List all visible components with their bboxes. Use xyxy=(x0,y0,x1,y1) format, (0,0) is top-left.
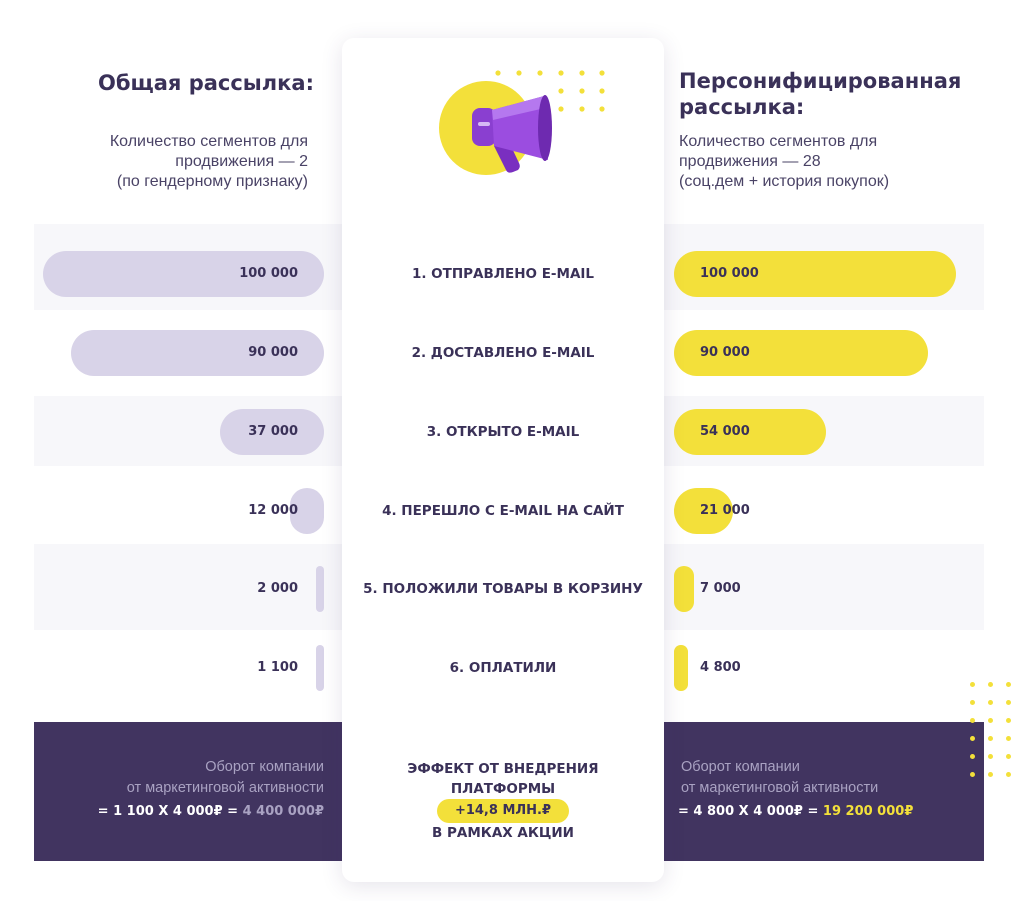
right-header-panel xyxy=(664,38,984,224)
right-bar-value: 90 000 xyxy=(700,345,750,360)
left-header-panel xyxy=(34,38,342,224)
right-formula-result: 19 200 000₽ xyxy=(822,804,914,819)
left-bar-value: 37 000 xyxy=(248,424,298,439)
right-bar-value: 54 000 xyxy=(700,424,750,439)
right-title-line: Персонифицированная xyxy=(679,69,962,93)
right-bar-value: 21 000 xyxy=(700,503,750,518)
right-footer-line: Оборот компании xyxy=(681,759,800,775)
left-bar xyxy=(316,566,324,612)
left-footer-formula xyxy=(34,804,324,819)
stage-label: 2. ДОСТАВЛЕНО E-MAIL xyxy=(411,345,595,361)
right-subtitle-line: Количество сегментов для xyxy=(679,133,878,150)
left-footer-line: от маркетинговой активности xyxy=(126,780,324,796)
right-footer-formula xyxy=(678,804,913,819)
left-footer-line: Оборот компании xyxy=(205,759,324,775)
right-formula-prefix: = 4 800 Х 4 000₽ = xyxy=(678,804,823,819)
right-bar xyxy=(674,566,694,612)
right-bar xyxy=(674,409,826,455)
right-bar-value: 7 000 xyxy=(700,581,741,596)
stage-label: 1. ОТПРАВЛЕНО E-MAIL xyxy=(411,266,595,282)
stage-label: 5. ПОЛОЖИЛИ ТОВАРЫ В КОРЗИНУ xyxy=(363,581,643,597)
left-title: Общая рассылка: xyxy=(98,71,314,95)
megaphone-icon xyxy=(436,66,612,180)
right-subtitle-line: (соц.дем + история покупок) xyxy=(679,173,890,190)
effect-bottom-line: В РАМКАХ АКЦИИ xyxy=(432,825,574,841)
left-subtitle-line: продвижения — 2 xyxy=(175,153,308,170)
effect-line: ЭФФЕКТ ОТ ВНЕДРЕНИЯ xyxy=(407,761,599,777)
decorative-dots xyxy=(970,682,1010,778)
left-formula-prefix: = 1 100 Х 4 000₽ = xyxy=(97,804,243,819)
right-bar xyxy=(674,645,688,691)
left-bar-value: 90 000 xyxy=(248,345,298,360)
effect-line: ПЛАТФОРМЫ xyxy=(450,781,556,797)
left-bar xyxy=(316,645,324,691)
stage-label: 3. ОТКРЫТО E-MAIL xyxy=(426,424,580,440)
left-formula-result: 4 400 000₽ xyxy=(242,804,324,819)
left-subtitle-line: Количество сегментов для xyxy=(109,133,308,150)
right-subtitle-line: продвижения — 28 xyxy=(679,153,821,170)
left-subtitle-line: (по гендерному признаку) xyxy=(116,173,308,190)
effect-highlight-badge: +14,8 МЛН.₽ xyxy=(437,799,569,823)
stage-label: 6. ОПЛАТИЛИ xyxy=(449,660,557,676)
right-bar-value: 4 800 xyxy=(700,660,741,675)
left-bar-value: 2 000 xyxy=(257,581,298,596)
right-title-line: рассылка: xyxy=(679,95,805,119)
effect-block xyxy=(342,759,664,843)
right-bar-value: 100 000 xyxy=(700,266,759,281)
left-bar-value: 100 000 xyxy=(239,266,298,281)
left-bar-value: 1 100 xyxy=(257,660,298,675)
right-footer-line: от маркетинговой активности xyxy=(681,780,879,796)
left-bar-value: 12 000 xyxy=(248,503,298,518)
stage-label: 4. ПЕРЕШЛО С E-MAIL НА САЙТ xyxy=(382,503,624,519)
